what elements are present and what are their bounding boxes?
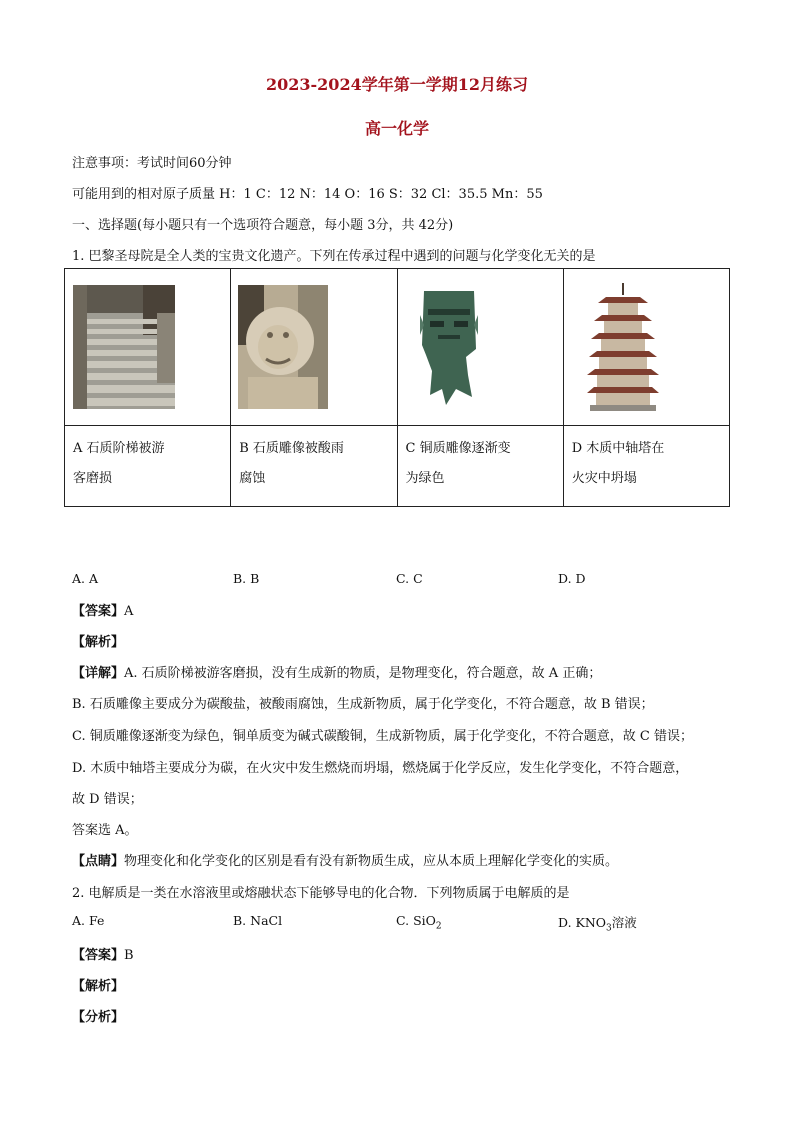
bronze-mask-image — [416, 285, 482, 409]
q1-option-a: A. A — [72, 571, 99, 586]
atomic-mass-note: 可能用到的相对原子质量 H：1 C：12 N：14 O：16 S：32 Cl：35.5 Mn：55 — [72, 187, 543, 202]
lion-statue-image — [238, 285, 328, 409]
exam-time-note: 注意事项：考试时间60分钟 — [72, 156, 232, 171]
image-cell-c — [397, 269, 563, 426]
stone-stairs-image — [73, 285, 175, 409]
q1-detail-b: B. 石质雕像主要成分为碳酸盐，被酸雨腐蚀，生成新物质，属于化学变化，不符合题意，故 B 错误； — [72, 697, 654, 712]
caption-b: B 石质雕像被酸雨 腐蚀 — [231, 426, 397, 507]
image-cell-b — [231, 269, 397, 426]
q1-detail-d: D. 木质中轴塔主要成分为碳，在火灾中发生燃烧而坍塌，燃烧属于化学反应，发生化学变化，不符合题意， — [72, 761, 689, 776]
q1-option-d: D. D — [558, 571, 586, 586]
q1-option-c: C. C — [396, 571, 423, 586]
caption-a: A 石质阶梯被游 客磨损 — [65, 426, 231, 507]
q1-option-b: B. B — [233, 571, 260, 586]
q2-fenxi-label: 【分析】 — [72, 1010, 125, 1025]
q2-answer: 【答案】B — [72, 948, 134, 963]
q1-detail-d-cont: 故 D 错误； — [72, 792, 143, 807]
q2-analysis-label: 【解析】 — [72, 979, 125, 994]
page-title: 2023-2024学年第一学期12月练习 — [266, 75, 528, 94]
q1-final-answer: 答案选 A。 — [72, 823, 138, 838]
image-cell-a — [65, 269, 231, 426]
q1-analysis-label: 【解析】 — [72, 635, 125, 650]
caption-d: D 木质中轴塔在 火灾中坍塌 — [563, 426, 729, 507]
q1-detail-c: C. 铜质雕像逐渐变为绿色，铜单质变为碱式碳酸铜，生成新物质，属于化学变化，不符合题意，故 C 错误； — [72, 729, 693, 744]
q2-stem: 2. 电解质是一类在水溶液里或熔融状态下能够导电的化合物．下列物质属于电解质的是 — [72, 886, 570, 901]
q2-option-d: D. $KNO_3$溶液 — [558, 915, 637, 934]
q2-option-b: B. NaCl — [233, 913, 283, 928]
caption-c: C 铜质雕像逐渐变 为绿色 — [397, 426, 563, 507]
q1-detail-a: 【详解】A. 石质阶梯被游客磨损，没有生成新的物质，是物理变化，符合题意，故 A 正确； — [72, 666, 602, 681]
section-heading: 一、选择题(每小题只有一个选项符合题意，每小题 3分，共 42分) — [72, 218, 454, 233]
page-subtitle: 高一化学 — [364, 119, 429, 138]
q1-stem: 1. 巴黎圣母院是全人类的宝贵文化遗产。下列在传承过程中遇到的问题与化学变化无关的是 — [72, 249, 596, 264]
q1-answer: 【答案】A — [72, 604, 134, 619]
wooden-pagoda-image — [586, 283, 660, 411]
q2-option-a: A. Fe — [72, 913, 105, 928]
q2-option-c: C. SiO$_2$ — [396, 913, 442, 932]
q1-image-table — [64, 268, 730, 507]
image-cell-d — [563, 269, 729, 426]
q1-tip: 【点睛】物理变化和化学变化的区别是看有没有新物质生成，应从本质上理解化学变化的实质。 — [72, 854, 619, 869]
